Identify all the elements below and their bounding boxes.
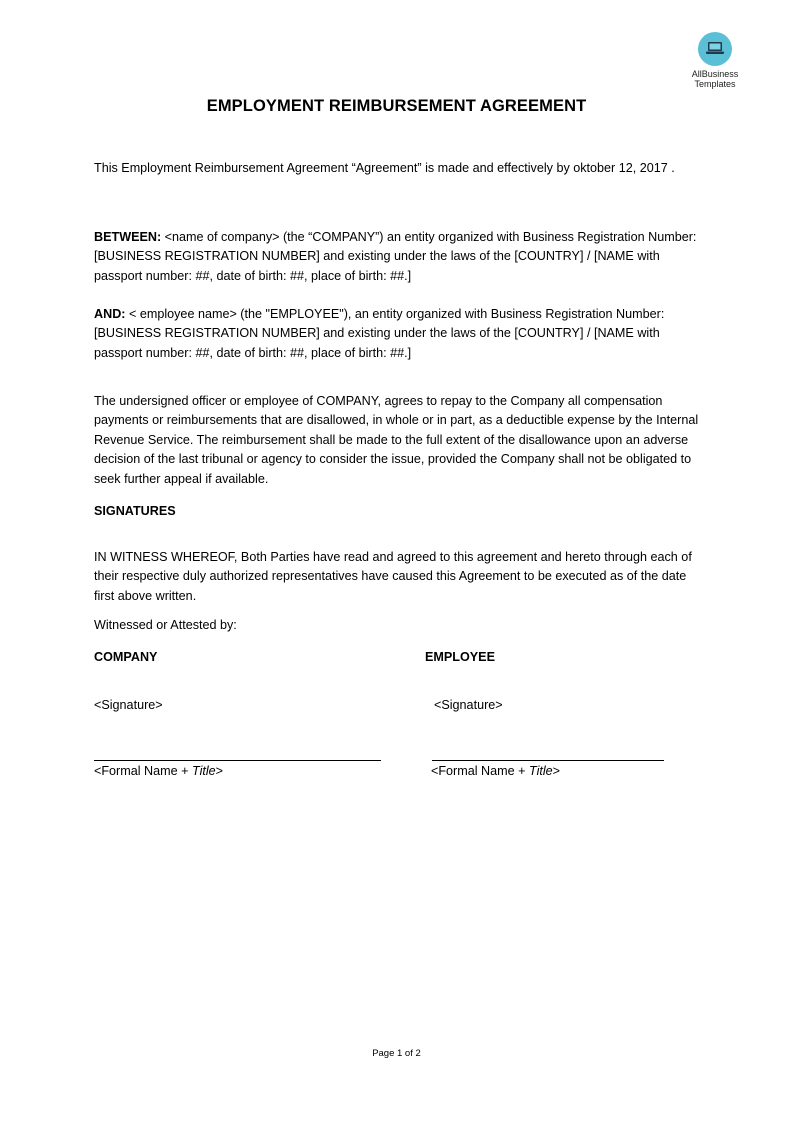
laptop-icon: [698, 32, 732, 66]
between-text: <name of company> (the “COMPANY”) an entity organized with Business Registration Number: [BUSINESS REGISTRATION NUMBER] and existing under the laws of the [COUNTRY] / [NAME with passport number: ##, date of birth: ##, place of birth: ##.]: [94, 230, 697, 283]
allbusiness-logo: [686, 32, 744, 89]
between-label: BETWEEN:: [94, 230, 162, 244]
and-paragraph: [94, 305, 699, 363]
and-text: < employee name> (the "EMPLOYEE"), an entity organized with Business Registration Number: [BUSINESS REGISTRATION NUMBER] and existing under the laws of the [COUNTRY] / [NAME with passport number: ##, date of birth: ##, place of birth: ##.]: [94, 307, 665, 360]
employee-signature-placeholder: <Signature>: [434, 698, 503, 712]
and-label: AND:: [94, 307, 126, 321]
intro-paragraph: This Employment Reimbursement Agreement “Agreement” is made and effectively by oktober 12, 2017 .: [94, 161, 675, 175]
document-title: EMPLOYMENT REIMBURSEMENT AGREEMENT: [206, 97, 587, 115]
logo-text: AllBusiness Templates: [691, 69, 739, 89]
employee-formal-name: <Formal Name + Title>: [431, 764, 561, 778]
witness-paragraph: IN WITNESS WHEREOF, Both Parties have read and agreed to this agreement and hereto through each of their respective duly authorized representatives have caused this Agreement to be executed as of the date first above written.: [94, 550, 692, 603]
witnessed-by-label: Witnessed or Attested by:: [94, 618, 237, 632]
company-signature-placeholder: <Signature>: [94, 698, 163, 712]
company-formal-name: <Formal Name + Title>: [94, 764, 224, 778]
between-paragraph: [94, 228, 699, 286]
employee-signature-line: [432, 760, 664, 761]
page-number: Page 1 of 2: [372, 1048, 421, 1059]
body-paragraph: The undersigned officer or employee of COMPANY, agrees to repay to the Company all compensation payments or reimbursements that are disallowed, in whole or in part, as a deductible expense by the Internal Revenue Service. The reimbursement shall be made to the full extent of the disallowance upon an adverse decision of the last tribunal or agency to consider the issue, provided the Company shall not be obligated to seek further appeal if available.: [94, 394, 699, 486]
signatures-heading: SIGNATURES: [94, 504, 176, 518]
company-heading: COMPANY: [94, 650, 158, 664]
company-signature-line: [94, 760, 381, 761]
employee-heading: EMPLOYEE: [425, 650, 495, 664]
